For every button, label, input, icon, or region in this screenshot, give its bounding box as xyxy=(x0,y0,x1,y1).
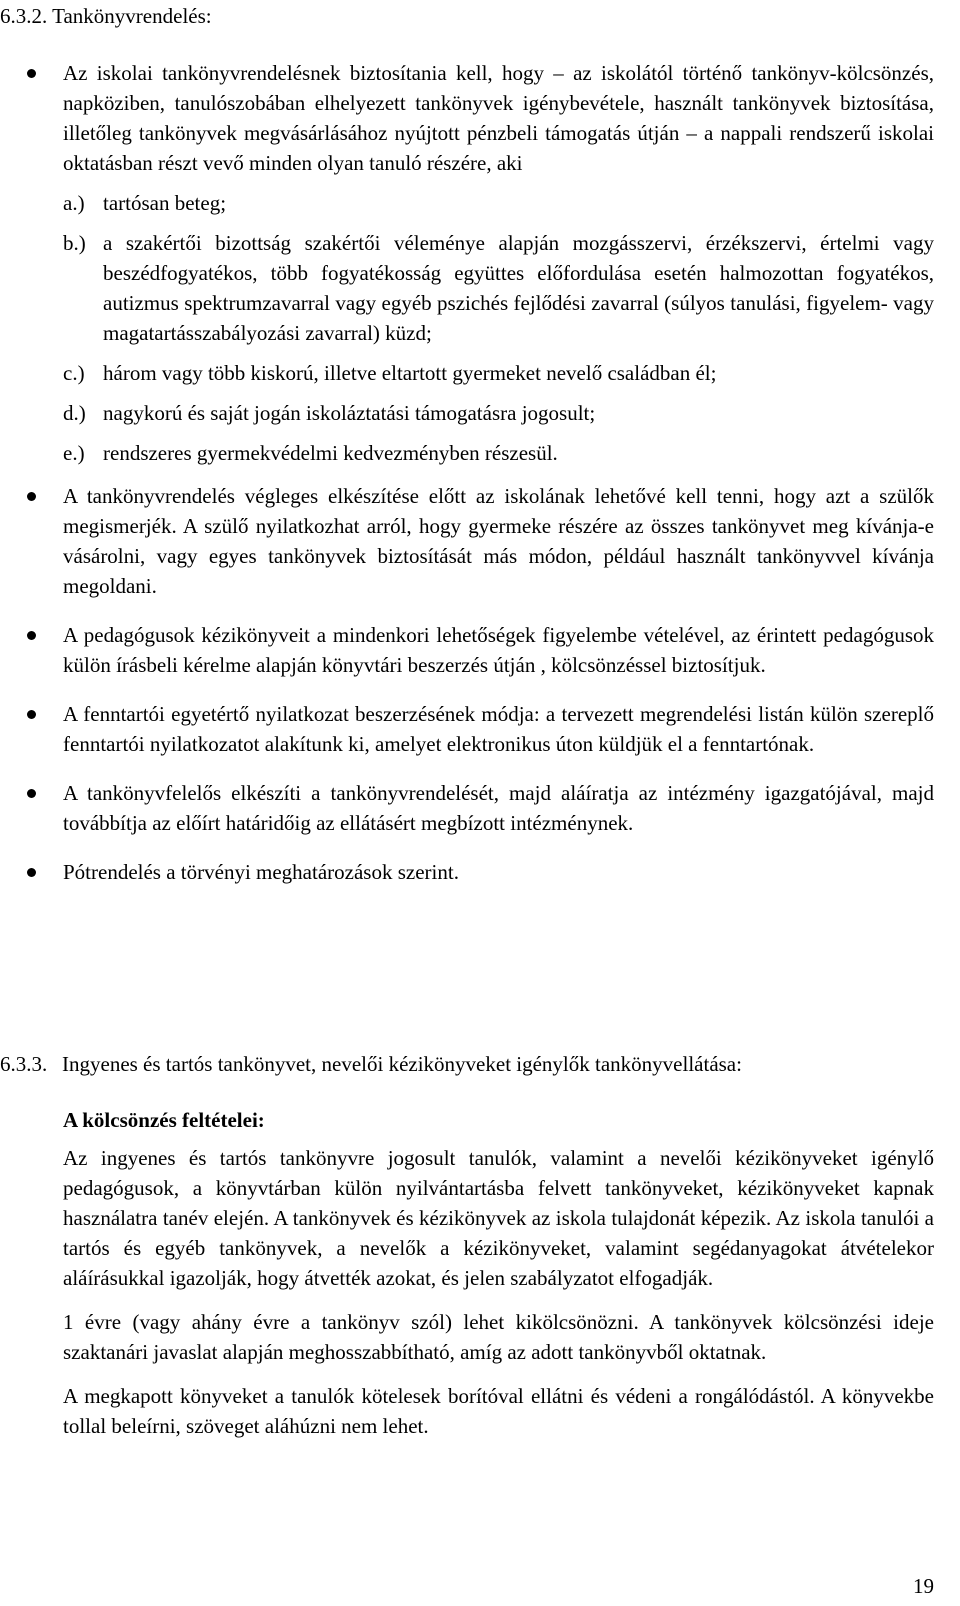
sub-item-text: nagykorú és saját jogán iskoláztatási támogatásra jogosult; xyxy=(103,401,596,425)
sub-item-marker: e.) xyxy=(63,441,85,465)
sub-list xyxy=(63,188,934,468)
bullet-text: A tankönyvrendelés végleges elkészítése előtt az iskolának lehetővé kell tenni, hogy azt a szülők megismerjék. A szülő nyilatkozhat arról, hogy gyermeke részére az összes tankönyvet meg kívánja-e vásárolni, vagy egyes tankönyvek biztosítását más módon, például használt tankönyvvel kívánja megoldani. xyxy=(63,484,934,598)
sub-item-a xyxy=(63,188,934,218)
sub-item-b xyxy=(63,228,934,348)
paragraph: A megkapott könyveket a tanulók kötelesek borítóval ellátni és védeni a rongálódástól. A könyvekbe tollal beleírni, szöveget aláhúzni nem lehet. xyxy=(63,1384,934,1438)
bullet-text: A tankönyvfelelős elkészíti a tankönyvrendelését, majd aláíratja az intézmény igazgatójával, majd továbbítja az előírt határidőig az ellátásért megbízott intézménynek. xyxy=(63,781,934,835)
sub-item-marker: c.) xyxy=(63,361,85,385)
bullet-item-1 xyxy=(0,58,934,468)
page-number: 19 xyxy=(913,1574,934,1598)
sub-item-c xyxy=(63,358,934,388)
sub-item-marker: b.) xyxy=(63,231,86,255)
paragraph: Az ingyenes és tartós tankönyvre jogosult tanulók, valamint a nevelői kézikönyveket igénylő pedagógusok, a könyvtárban külön nyilvántartásba felvett tankönyveket, kézikönyveket kapnak használatra tanév elején. A tankönyvek és kézikönyvek az iskola tulajdonát képezik. Az iskola tanulói a tartós és egyéb tankönyvek, a nevelők a kézikönyveket, valamint segédanyagokat átvételekor aláírásukkal igazolják, hogy átvették azokat, és jelen szabályzatot elfogadják. xyxy=(63,1146,934,1290)
bullet-list xyxy=(0,58,934,906)
bullet-item-6 xyxy=(0,857,934,887)
paragraph: 1 évre (vagy ahány évre a tankönyv szól) lehet kikölcsönözni. A tankönyvek kölcsönzési ideje szaktanári javaslat alapján meghosszabbítható, amíg az adott tankönyvből oktatnak. xyxy=(63,1310,934,1364)
bullet-text: A fenntartói egyetértő nyilatkozat beszerzésének módja: a tervezett megrendelési listán külön szereplő fenntartói nyilatkozatot alakítunk ki, amelyet elektronikus úton küldjük el a fenntartónak. xyxy=(63,702,934,756)
bullet-item-3 xyxy=(0,620,934,680)
sub-item-text: rendszeres gyermekvédelmi kedvezményben részesül. xyxy=(103,441,558,465)
sub-item-text: három vagy több kiskorú, illetve eltartott gyermeket nevelő családban él; xyxy=(103,361,717,385)
bullet-text: Pótrendelés a törvényi meghatározások szerint. xyxy=(63,860,459,884)
sub-item-d xyxy=(63,398,934,428)
bullet-icon xyxy=(27,69,36,78)
bullet-icon xyxy=(27,868,36,877)
section2-number: 6.3.3. xyxy=(0,1052,48,1076)
section2-paragraphs xyxy=(63,1143,934,1455)
sub-item-marker: d.) xyxy=(63,401,86,425)
bullet-text: A pedagógusok kézikönyveit a mindenkori lehetőségek figyelembe vételével, az érintett pedagógusok külön írásbeli kérelme alapján könyvtári beszerzés útján , kölcsönzéssel biztosítjuk. xyxy=(63,623,934,677)
sub-item-text: tartósan beteg; xyxy=(103,191,227,215)
bullet-text: Az iskolai tankönyvrendelésnek biztosítania kell, hogy – az iskolától történő tankönyv-kölcsönzés, napköziben, tanulószobában elhelyezett tankönyvek igénybevétele, használt tankönyvek biztosítása, illetőleg tankönyvek megvásárlásához nyújtott pénzbeli támogatás útján – a nappali rendszerű iskolai oktatásban részt vevő minden olyan tanuló részére, aki xyxy=(63,61,934,175)
section2-heading xyxy=(0,1050,742,1078)
section2-subheading: A kölcsönzés feltételei: xyxy=(63,1108,265,1132)
section-heading: 6.3.2. Tankönyvrendelés: xyxy=(0,4,212,28)
bullet-icon xyxy=(27,789,36,798)
bullet-item-2 xyxy=(0,481,934,601)
bullet-icon xyxy=(27,492,36,501)
section2-title: Ingyenes és tartós tankönyvet, nevelői kézikönyveket igénylők tankönyvellátása: xyxy=(62,1052,742,1076)
sub-item-text: a szakértői bizottság szakértői véleménye alapján mozgásszervi, érzékszervi, értelmi vagy beszédfogyatékos, több fogyatékosság együttes előfordulása esetén halmozottan fogyatékos, autizmus spektrumzavarral vagy egyéb pszichés fejlődési zavarral (súlyos tanulási, figyelem- vagy magatartásszabályozási zavarral) küzd; xyxy=(103,231,934,345)
bullet-icon xyxy=(27,631,36,640)
bullet-item-5 xyxy=(0,778,934,838)
sub-item-e xyxy=(63,438,934,468)
sub-item-marker: a.) xyxy=(63,191,85,215)
bullet-item-4 xyxy=(0,699,934,759)
bullet-icon xyxy=(27,710,36,719)
